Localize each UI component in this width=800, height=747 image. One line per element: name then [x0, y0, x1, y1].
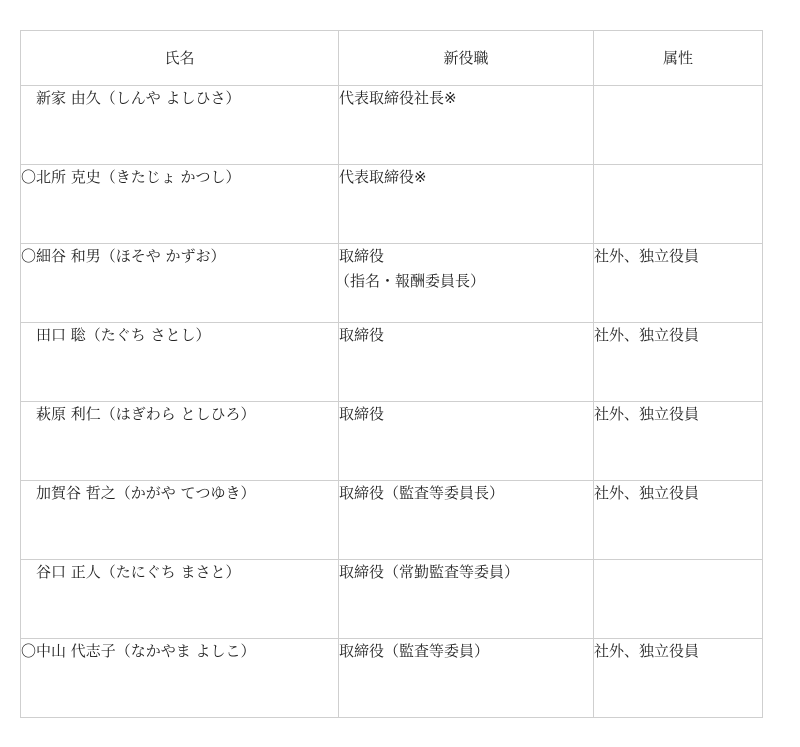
- role-text: 取締役: [339, 247, 385, 265]
- role-cell: [339, 323, 594, 402]
- officer-reading: （かがや てつゆき）: [115, 484, 256, 502]
- new-officer-mark: 〇: [21, 168, 37, 186]
- officers-table: [20, 30, 763, 718]
- header-role: 新役職: [339, 31, 594, 86]
- name-cell: [21, 481, 339, 560]
- officer-name: 新家 由久: [36, 89, 101, 107]
- attribute-cell: [594, 560, 763, 639]
- officer-reading: （たぐち さとし）: [85, 326, 211, 344]
- attribute-cell: 社外、独立役員: [594, 481, 763, 560]
- role-cell: [339, 560, 594, 639]
- role-cell: [339, 481, 594, 560]
- role-cell: [339, 639, 594, 718]
- officer-reading: （なかやま よしこ）: [115, 642, 256, 660]
- role-text: 取締役: [339, 405, 385, 423]
- table-row: [21, 244, 763, 323]
- header-attribute: 属性: [594, 31, 763, 86]
- attribute-cell: [594, 165, 763, 244]
- officer-name: 細谷 和男: [36, 247, 101, 265]
- role-cell: [335, 244, 594, 323]
- name-cell: [21, 402, 339, 481]
- table-row: [21, 639, 763, 718]
- role-cell: [339, 86, 594, 165]
- officer-name: 田口 聡: [36, 326, 86, 344]
- name-cell: [21, 560, 339, 639]
- officer-reading: （きたじょ かつし）: [100, 168, 241, 186]
- role-text: 取締役（常勤監査等委員）: [339, 563, 520, 581]
- header-name: 氏名: [21, 31, 339, 86]
- attribute-cell: 社外、独立役員: [594, 323, 763, 402]
- table-row: [21, 323, 763, 402]
- name-cell: [21, 165, 339, 244]
- officer-reading: （はぎわら としひろ）: [100, 405, 256, 423]
- officer-reading: （しんや よしひさ）: [100, 89, 241, 107]
- table-row: [21, 86, 763, 165]
- attribute-cell: 社外、独立役員: [594, 402, 763, 481]
- table-row: [21, 481, 763, 560]
- role-text: 取締役（監査等委員長）: [339, 484, 505, 502]
- name-cell: [21, 244, 339, 323]
- table-row: [21, 402, 763, 481]
- officer-name: 北所 克史: [36, 168, 101, 186]
- officer-reading: （ほそや かずお）: [100, 247, 226, 265]
- role-cell: [339, 402, 594, 481]
- new-officer-mark: 〇: [21, 247, 37, 265]
- officer-reading: （たにぐち まさと）: [100, 563, 241, 581]
- attribute-cell: 社外、独立役員: [594, 244, 763, 323]
- attribute-cell: 社外、独立役員: [594, 639, 763, 718]
- name-cell: [21, 639, 339, 718]
- new-officer-mark: 〇: [21, 642, 37, 660]
- name-cell: [21, 86, 339, 165]
- role-text: 取締役: [339, 326, 385, 344]
- role-text: 代表取締役社長※: [339, 89, 457, 107]
- table-row: [21, 560, 763, 639]
- officer-name: 萩原 利仁: [36, 405, 101, 423]
- role-text: 取締役（監査等委員）: [339, 642, 490, 660]
- role-text: 代表取締役※: [339, 168, 427, 186]
- officer-name: 加賀谷 哲之: [36, 484, 116, 502]
- officer-name: 谷口 正人: [36, 563, 101, 581]
- attribute-cell: [594, 86, 763, 165]
- role-subtext: （指名・報酬委員長）: [335, 272, 486, 290]
- table-header-row: [21, 31, 763, 86]
- role-cell: [339, 165, 594, 244]
- name-cell: [21, 323, 339, 402]
- officer-name: 中山 代志子: [36, 642, 116, 660]
- table-row: [21, 165, 763, 244]
